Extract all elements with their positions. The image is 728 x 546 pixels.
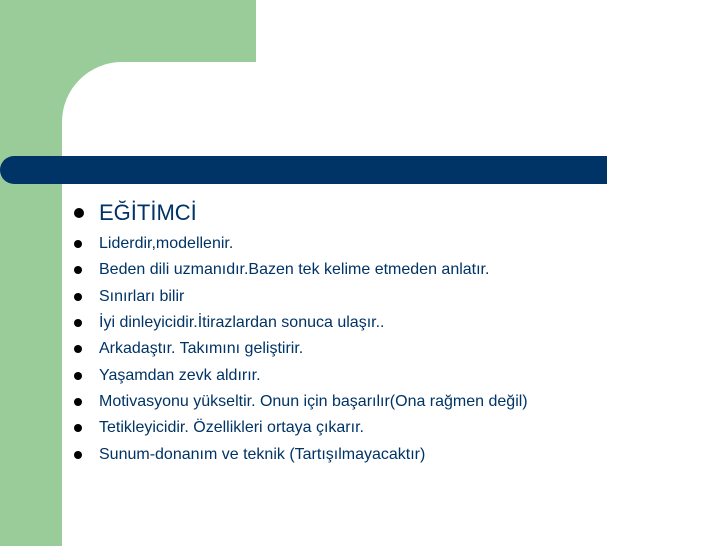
bullet-dot-icon	[74, 208, 84, 218]
bullet-dot-icon	[74, 451, 82, 459]
list-item-text: Beden dili uzmanıdır.Bazen tek kelime etmeden anlatır.	[99, 261, 490, 279]
bullet-dot-icon	[74, 372, 82, 380]
list-item-text: İyi dinleyicidir.İtirazlardan sonuca ulaşır..	[99, 314, 385, 332]
bullet-dot-icon	[74, 293, 82, 301]
bullet-dot-icon	[74, 424, 82, 432]
list-item	[74, 362, 528, 388]
list-item	[74, 257, 528, 283]
list-item	[74, 389, 528, 415]
bullet-list	[74, 195, 528, 468]
list-item-text: Arkadaştır. Takımını geliştirir.	[99, 340, 304, 358]
list-item	[74, 441, 528, 467]
bullet-dot-icon	[74, 240, 82, 248]
list-item	[74, 415, 528, 441]
list-item-text: Sunum-donanım ve teknik (Tartışılmayacaktır)	[99, 445, 426, 463]
bullet-dot-icon	[74, 398, 82, 406]
list-item	[74, 310, 528, 336]
bullet-heading	[74, 195, 528, 231]
list-item	[74, 336, 528, 362]
bullet-dot-icon	[74, 345, 82, 353]
heading-text: EĞİTİMCİ	[99, 200, 197, 225]
list-item-text: Liderdir,modellenir.	[99, 235, 234, 253]
list-item	[74, 284, 528, 310]
title-bar	[0, 156, 607, 184]
list-item-text: Sınırları bilir	[99, 287, 185, 305]
list-item-text: Yaşamdan zevk aldırır.	[99, 366, 261, 384]
list-item-text: Tetikleyicidir. Özellikleri ortaya çıkarır.	[99, 419, 364, 437]
list-item	[74, 231, 528, 257]
list-item-text: Motivasyonu yükseltir. Onun için başarılır(Ona rağmen değil)	[99, 392, 528, 410]
bullet-dot-icon	[74, 319, 82, 327]
bullet-dot-icon	[74, 266, 82, 274]
